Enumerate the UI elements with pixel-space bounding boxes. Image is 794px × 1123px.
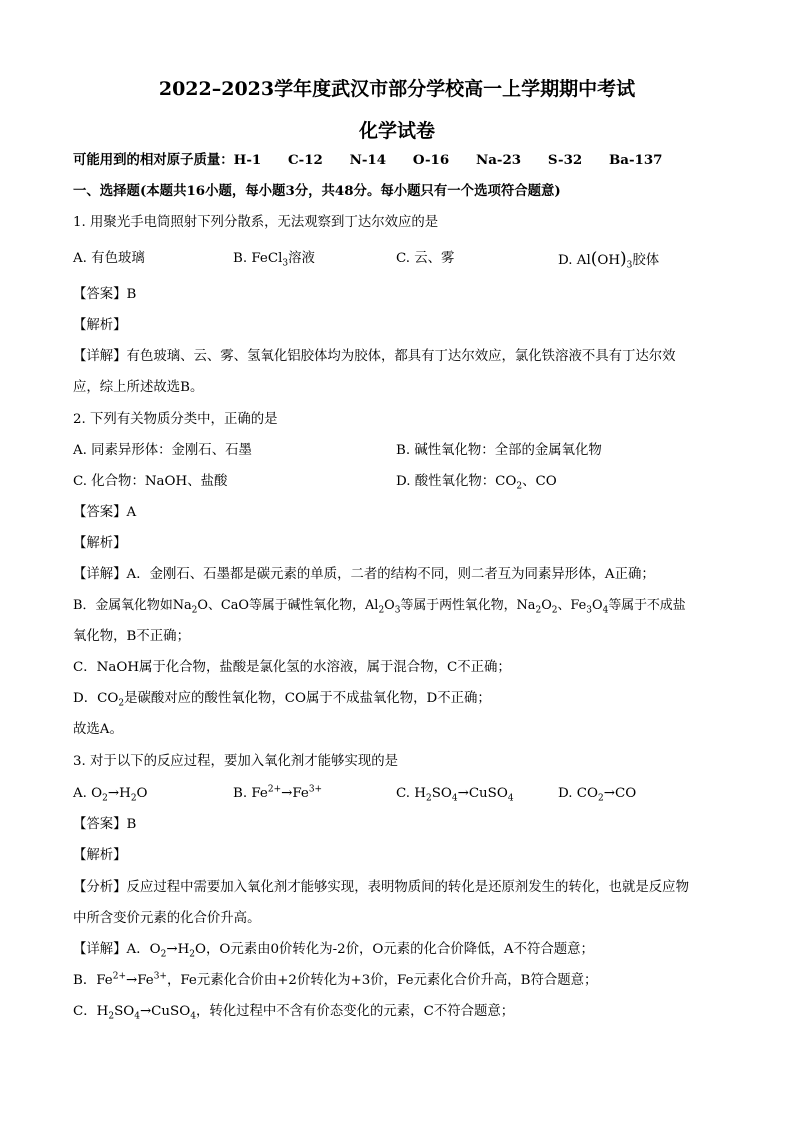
- q3-analysis: 【解析】: [73, 848, 127, 863]
- q1-option-a: A. 有色玻璃: [73, 251, 145, 266]
- q3-option-b: B. $Fe^{2+}\to Fe^{3+}$: [233, 784, 323, 801]
- subject-title: 化学试卷: [358, 120, 435, 142]
- q3-option-d: D. $CO_2\to CO$: [558, 786, 637, 804]
- q3-detail-line3: C．$H_2SO_4\to CuSO_4$，转化过程中不含有价态变化的元素，C不符合题意；: [73, 1004, 515, 1022]
- q3-answer: 【答案】B: [73, 817, 137, 832]
- q1-answer: 【答案】B: [73, 287, 137, 302]
- q1-detail-line2: 应，综上所述故选B。: [73, 380, 204, 395]
- atomic-masses: 可能用到的相对原子质量：H-1 C-12 N-14 O-16 Na-23 S-32 Ba-137: [73, 152, 663, 168]
- section-heading: 一、选择题(本题共16小题，每小题3分，共48分。每小题只有一个选项符合题意): [73, 183, 561, 199]
- q2-detail-line5: D．$CO_2$是碳酸对应的酸性氧化物，CO属于不成盐氧化物，D不正确；: [73, 691, 491, 709]
- q2-option-b: B. 碱性氧化物：全部的金属氧化物: [396, 443, 602, 458]
- q1-option-b: B. FeCl$_3$溶液: [233, 251, 315, 269]
- q1-detail-line1: 【详解】有色玻璃、云、雾、氢氧化铝胶体均为胶体，都具有丁达尔效应，氯化铁溶液不具有丁达尔效: [73, 349, 676, 364]
- q2-stem: 2. 下列有关物质分类中，正确的是: [73, 412, 278, 427]
- q2-option-a: A. 同素异形体：金刚石、石墨: [73, 443, 252, 458]
- q1-analysis: 【解析】: [73, 318, 127, 333]
- q3-option-a: A. $O_2\to H_2O$: [73, 786, 148, 804]
- q3-detail-line1: 【详解】A．$O_2\to H_2O$，O元素由0价转化为-2价，O元素的化合价降低，A不符合题意；: [73, 942, 594, 960]
- q2-analysis: 【解析】: [73, 536, 127, 551]
- q3-option-c: C. $H_2SO_4\to CuSO_4$: [396, 786, 514, 804]
- q2-detail-line3: 氧化物，B不正确；: [73, 629, 190, 644]
- q2-detail-line2: B．金属氧化物如$Na_2O$、CaO等属于碱性氧化物，$Al_2O_3$等属于两性氧化物，$Na_2O_2$、$Fe_3O_4$等属于不成盐: [73, 598, 686, 616]
- q2-option-c: C. 化合物：NaOH、盐酸: [73, 474, 228, 489]
- q2-detail-line4: C．NaOH属于化合物，盐酸是氯化氢的水溶液，属于混合物，C不正确；: [73, 660, 511, 675]
- q1-option-c: C. 云、雾: [396, 251, 455, 266]
- q1-stem: 1. 用聚光手电筒照射下列分散系，无法观察到丁达尔效应的是: [73, 215, 439, 230]
- q2-detail-line1: 【详解】A．金刚石、石墨都是碳元素的单质，二者的结构不同，则二者互为同素异形体，A正确；: [73, 567, 655, 582]
- q2-option-d: D. 酸性氧化物：$CO_2$、CO: [396, 474, 557, 492]
- q3-analysis-line2: 中所含变价元素的化合价升高。: [73, 911, 261, 926]
- exam-title: 2022–2023学年度武汉市部分学校高一上学期期中考试: [158, 78, 636, 100]
- q2-detail-line6: 故选A。: [73, 722, 123, 737]
- q1-option-d: D. $Al(OH)_3$胶体: [558, 249, 660, 271]
- q3-detail-line2: B．$Fe^{2+}\to Fe^{3+}$，Fe元素化合价由+2价转化为+3价，Fe元素化合价升高，B符合题意；: [73, 971, 598, 988]
- q3-analysis-line1: 【分析】反应过程中需要加入氧化剂才能够实现，表明物质间的转化是还原剂发生的转化，也就是反应物: [73, 880, 689, 895]
- q2-answer: 【答案】A: [73, 505, 137, 520]
- q3-stem: 3. 对于以下的反应过程，要加入氧化剂才能够实现的是: [73, 754, 399, 769]
